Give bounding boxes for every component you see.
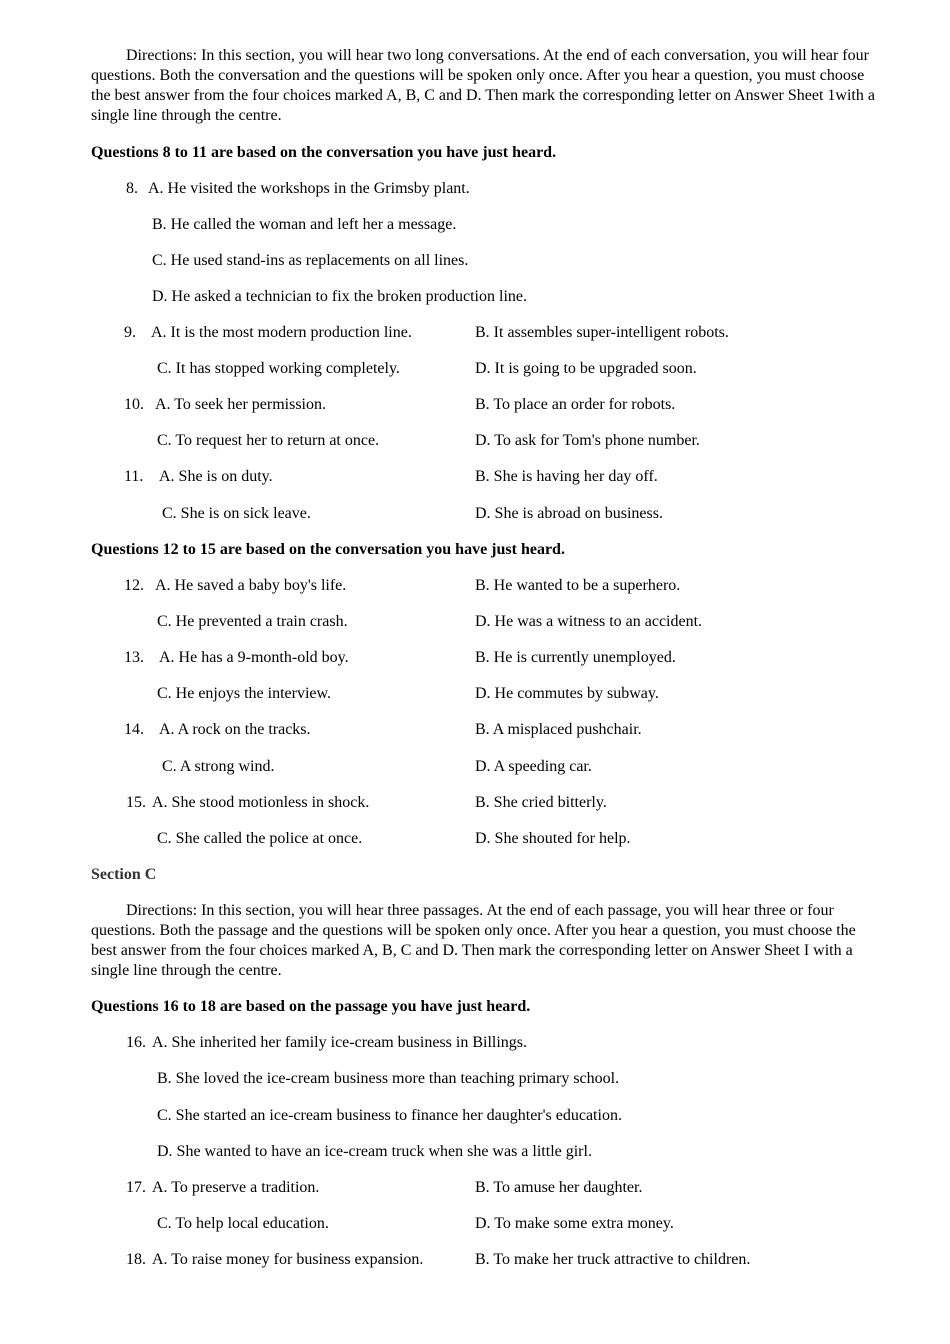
q10-option-d: D. To ask for Tom's phone number. (475, 432, 700, 449)
q13-option-d: D. He commutes by subway. (475, 685, 659, 702)
q17-option-b: B. To amuse her daughter. (475, 1179, 643, 1196)
question-number: 10. (124, 396, 144, 413)
q18-option-b: B. To make her truck attractive to children. (475, 1251, 751, 1268)
q11-option-c: C. She is on sick leave. (162, 505, 311, 522)
q13-option-a: A. He has a 9-month-old boy. (159, 649, 349, 666)
question-number: 15. (126, 794, 146, 811)
section-c-directions: Directions: In this section, you will hear three passages. At the end of each passage, you will hear three or four questions. Both the passage and the questions will be spoken only once. After you hear a question, you must choose the best answer from the four choices marked A, B, C and D. Then mark the corresponding letter on Answer Sheet I with a single line through the centre. (91, 902, 856, 979)
q14-option-d: D. A speeding car. (475, 758, 592, 775)
question-number: 9. (124, 324, 136, 341)
q15-option-c: C. She called the police at once. (157, 830, 363, 847)
question-number: 11. (124, 468, 144, 485)
q16-option-d: D. She wanted to have an ice-cream truck when she was a little girl. (157, 1143, 592, 1160)
q12-option-a: A. He saved a baby boy's life. (155, 577, 347, 594)
q16-option-c: C. She started an ice-cream business to finance her daughter's education. (157, 1107, 622, 1124)
q12-option-d: D. He was a witness to an accident. (475, 613, 703, 630)
q9-option-b: B. It assembles super-intelligent robots. (475, 324, 729, 341)
section-b-directions: Directions: In this section, you will hear two long conversations. At the end of each conversation, you will hear four questions. Both the conversation and the questions will be spoken only once. After you hear a question, you must choose the best answer from the four choices marked A, B, C and D. Then mark the corresponding letter on Answer Sheet 1with a single line through the centre. (91, 47, 875, 124)
q17-option-d: D. To make some extra money. (475, 1215, 674, 1232)
q9-option-a: A. It is the most modern production line. (151, 324, 412, 341)
q8-option-a: A. He visited the workshops in the Grimsby plant. (148, 180, 470, 197)
q16-option-a: A. She inherited her family ice-cream business in Billings. (152, 1034, 528, 1051)
question-number: 12. (124, 577, 144, 594)
group-heading-16-18: Questions 16 to 18 are based on the passage you have just heard. (91, 998, 531, 1015)
q12-option-b: B. He wanted to be a superhero. (475, 577, 681, 594)
question-number: 13. (124, 649, 144, 666)
q11-option-a: A. She is on duty. (159, 468, 273, 485)
q8-option-c: C. He used stand-ins as replacements on all lines. (152, 252, 469, 269)
question-number: 18. (126, 1251, 146, 1268)
q10-option-c: C. To request her to return at once. (157, 432, 380, 449)
q13-option-c: C. He enjoys the interview. (157, 685, 332, 702)
question-number: 14. (124, 721, 144, 738)
q10-option-b: B. To place an order for robots. (475, 396, 676, 413)
q8-option-b: B. He called the woman and left her a message. (152, 216, 457, 233)
q13-option-b: B. He is currently unemployed. (475, 649, 676, 666)
q16-option-b: B. She loved the ice-cream business more than teaching primary school. (157, 1070, 620, 1087)
q9-option-c: C. It has stopped working completely. (157, 360, 400, 377)
q10-option-a: A. To seek her permission. (155, 396, 326, 413)
q17-option-a: A. To preserve a tradition. (152, 1179, 320, 1196)
q14-option-b: B. A misplaced pushchair. (475, 721, 642, 738)
q14-option-a: A. A rock on the tracks. (159, 721, 311, 738)
group-heading-8-11: Questions 8 to 11 are based on the conversation you have just heard. (91, 144, 557, 161)
q11-option-d: D. She is abroad on business. (475, 505, 663, 522)
q15-option-d: D. She shouted for help. (475, 830, 631, 847)
q9-option-d: D. It is going to be upgraded soon. (475, 360, 697, 377)
question-number: 17. (126, 1179, 146, 1196)
q18-option-a: A. To raise money for business expansion. (152, 1251, 424, 1268)
question-number: 16. (126, 1034, 146, 1051)
q8-option-d: D. He asked a technician to fix the broken production line. (152, 288, 527, 305)
q14-option-c: C. A strong wind. (162, 758, 275, 775)
question-number: 8. (126, 180, 138, 197)
section-c-label: Section C (91, 866, 157, 883)
q15-option-b: B. She cried bitterly. (475, 794, 607, 811)
q15-option-a: A. She stood motionless in shock. (152, 794, 370, 811)
q17-option-c: C. To help local education. (157, 1215, 329, 1232)
q11-option-b: B. She is having her day off. (475, 468, 658, 485)
group-heading-12-15: Questions 12 to 15 are based on the conversation you have just heard. (91, 541, 565, 558)
q12-option-c: C. He prevented a train crash. (157, 613, 348, 630)
